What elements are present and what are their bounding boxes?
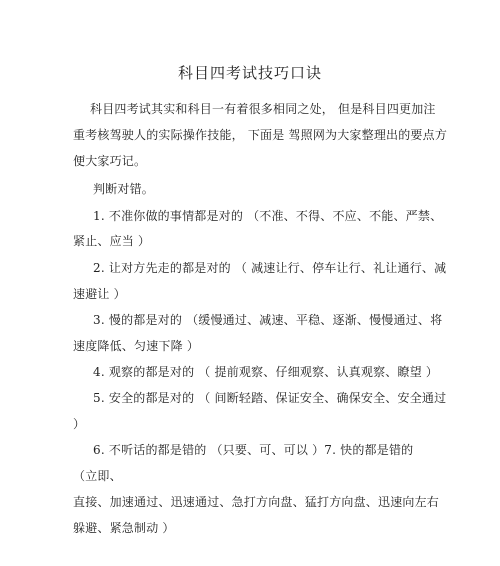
paragraph-line: 科目四考试其实和科目一有着很多相同之处， 但是科目四更加注 — [90, 102, 436, 116]
list-item-line: 紧止、应当 ） — [73, 234, 151, 248]
list-item-line: 2. 让对方先走的都是对的 （ 减速让行、停车让行、礼让通行、减 — [93, 261, 447, 275]
section-heading: 判断对错。 — [93, 182, 155, 196]
list-item-line: （立即、 — [73, 469, 122, 483]
list-item-line: 5. 安全的都是对的 （ 间断轻踏、保证安全、确保安全、安全通过 — [93, 391, 447, 405]
paragraph-line: 重考核驾驶人的实际操作技能， 下面是 驾照网为大家整理出的要点方 — [73, 128, 448, 142]
list-item-line: 6. 不听话的都是错的 （只要、可、可以 ）7. 快的都是错的 — [93, 443, 414, 457]
paragraph-line: 便大家巧记。 — [73, 154, 147, 168]
list-item-line: 1. 不准你做的事情都是对的 （不准、不得、不应、不能、严禁、 — [93, 209, 443, 223]
list-item-line: 直接、加速通过、迅速通过、急打方向盘、猛打方向盘、迅速向左右 — [73, 495, 440, 509]
list-item-line: 4. 观察的都是对的 （ 提前观察、仔细观察、认真观察、瞭望 ） — [93, 365, 439, 379]
list-item-line: 速避让 ） — [73, 287, 126, 301]
list-item-line: ） — [73, 417, 86, 431]
list-item-line: 躲避、紧急制动 ） — [73, 521, 175, 535]
list-item-line: 3. 慢的都是对的 （缓慢通过、减速、平稳、逐渐、慢慢通过、将 — [93, 313, 443, 327]
document-title: 科目四考试技巧口诀 — [177, 64, 322, 82]
list-item-line: 速度降低、匀速下降 ） — [73, 339, 200, 353]
